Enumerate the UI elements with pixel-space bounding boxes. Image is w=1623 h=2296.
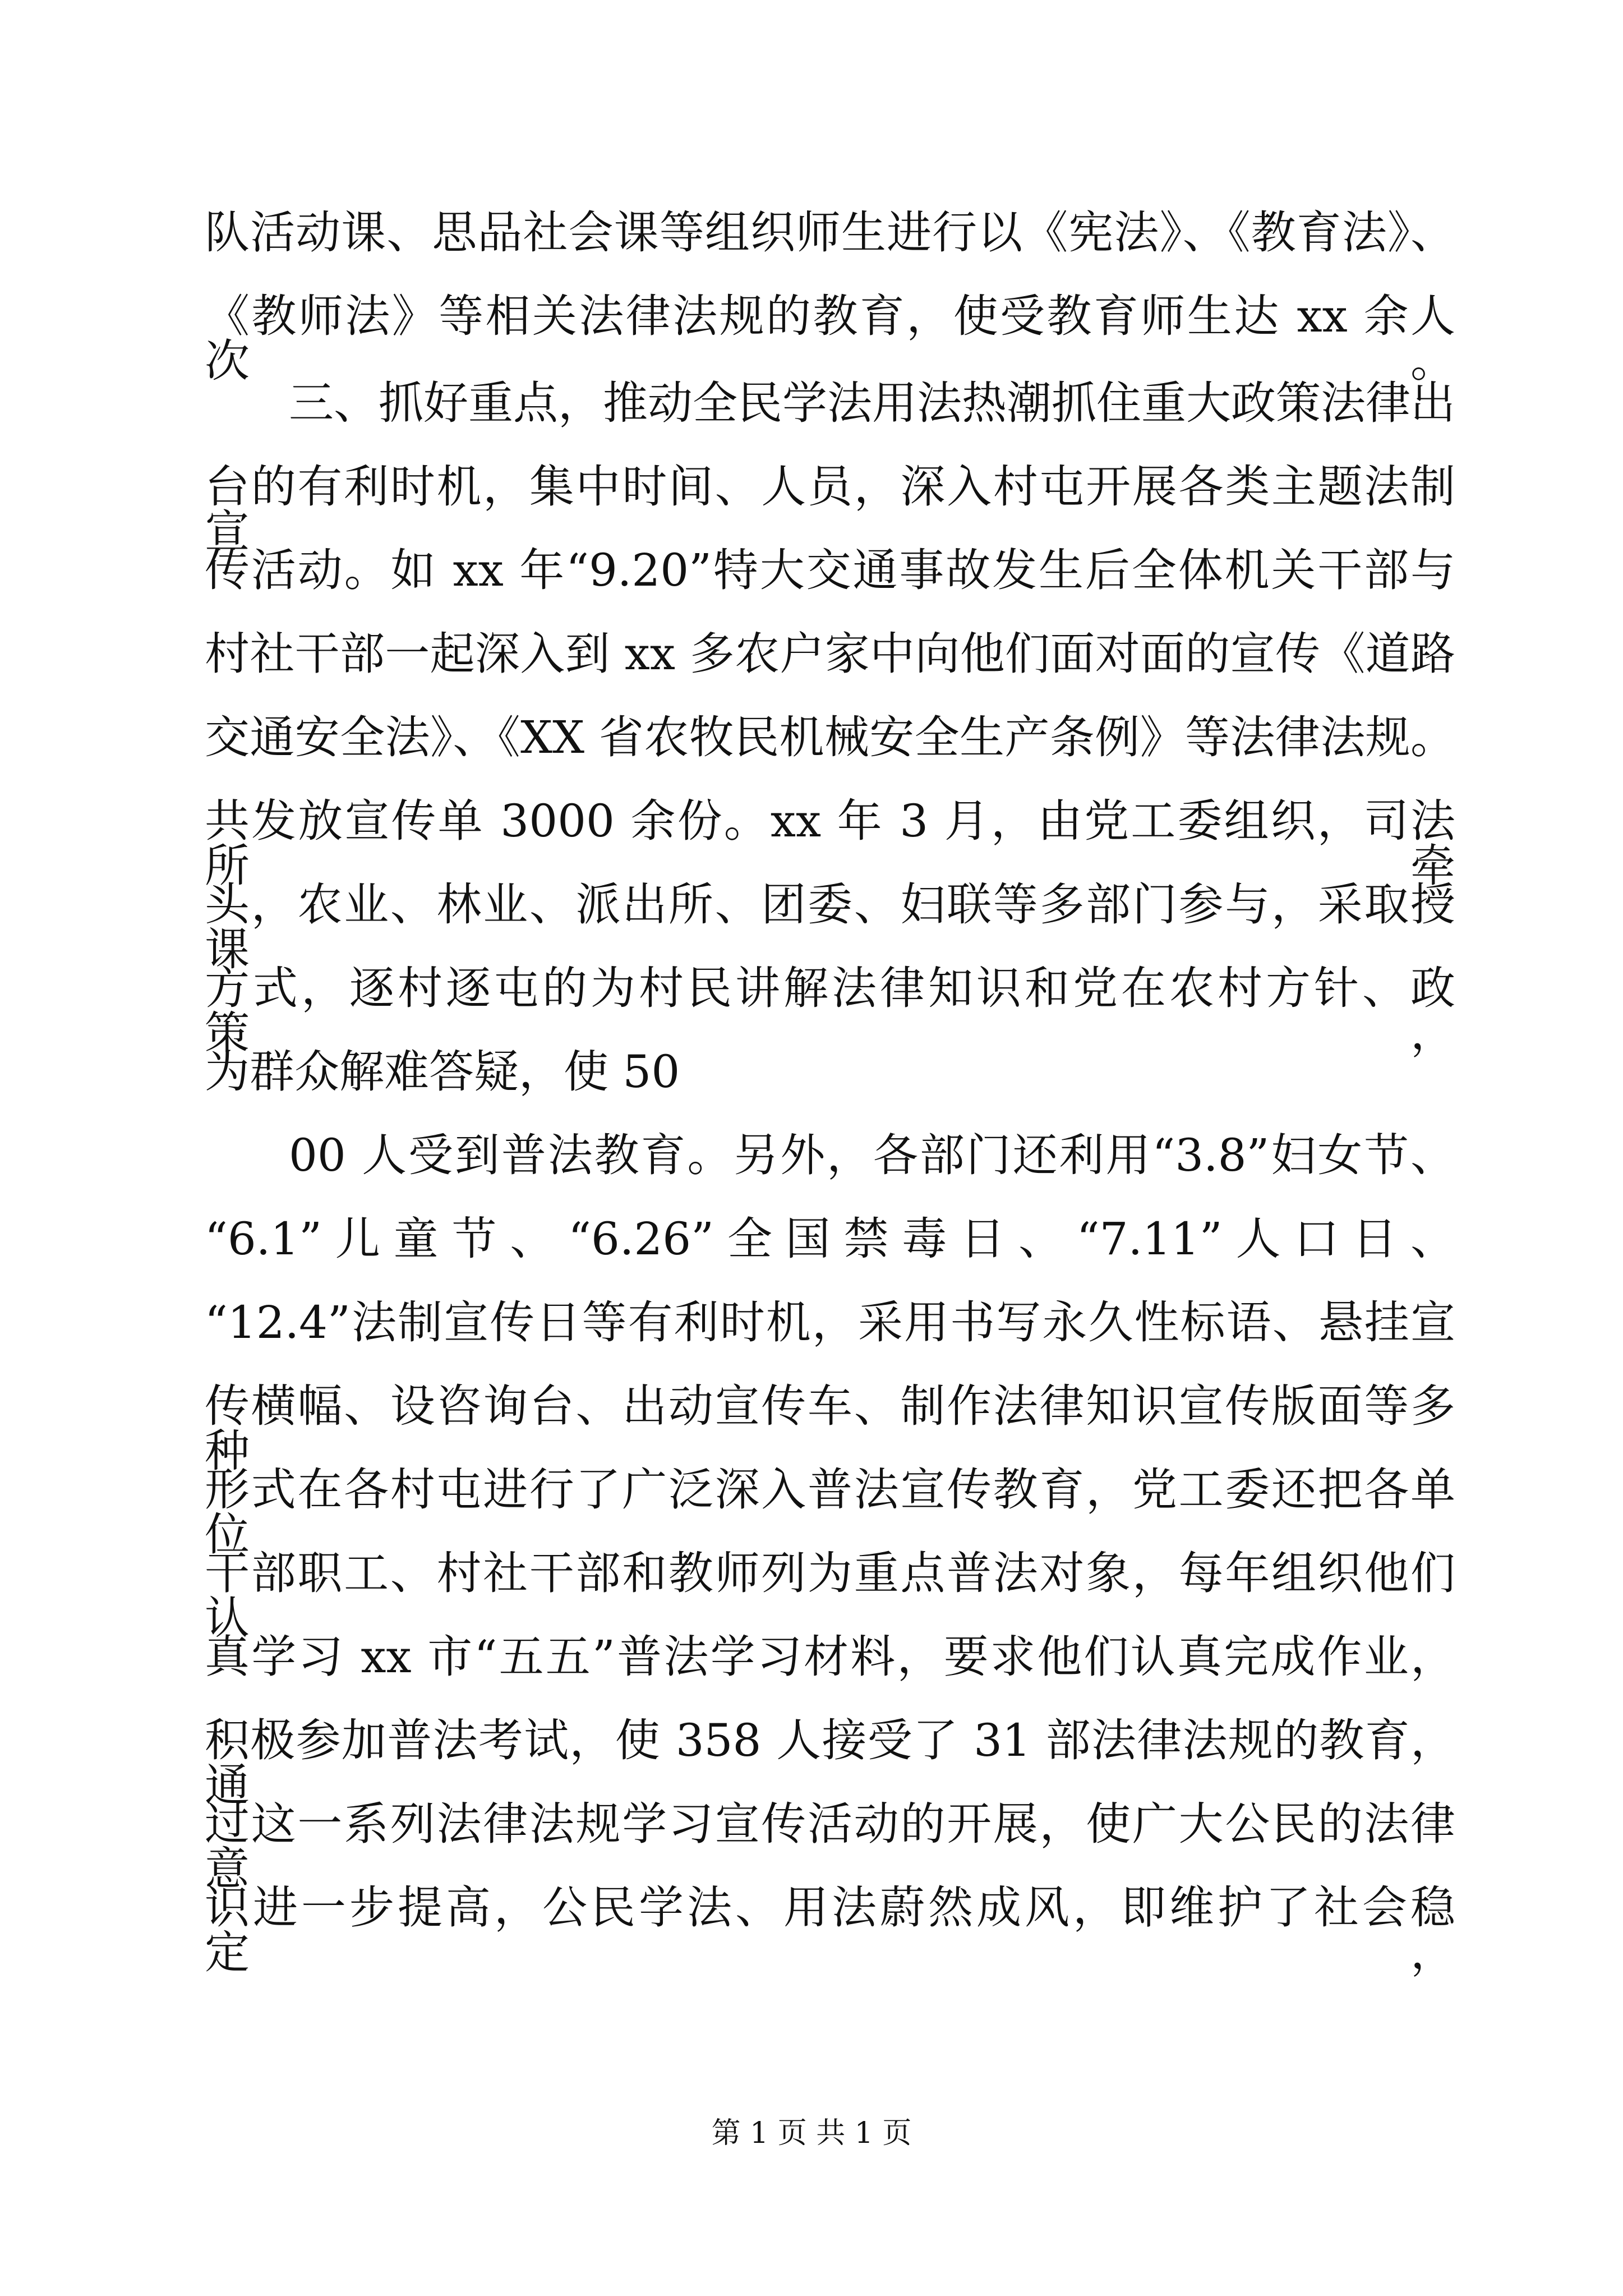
text-line-20: 过这一系列法律法规学习宣传活动的开展，使广大公民的法律意 <box>205 1798 1455 1895</box>
text-line-7: 交通安全法》、《XX 省农牧民机械安全生产条例》等法律法规。 <box>205 711 1455 763</box>
page-footer: 第 1 页 共 1 页 <box>711 2116 912 2150</box>
text-line-9: 头，农业、林业、派出所、团委、妇联等多部门参与，采取授课 <box>205 878 1455 976</box>
text-line-17: 干部职工、村社干部和教师列为重点普法对象，每年组织他们认 <box>205 1547 1455 1644</box>
text-line-18: 真学习 xx 市“五五”普法学习材料，要求他们认真完成作业， <box>205 1631 1455 1683</box>
text-line-14: “12.4”法制宣传日等有利时机，采用书写永久性标语、悬挂宣 <box>205 1296 1455 1349</box>
text-line-16: 形式在各村屯进行了广泛深入普法宣传教育，党工委还把各单位 <box>205 1464 1455 1561</box>
text-line-6: 村社干部一起深入到 xx 多农户家中向他们面对面的宣传《道路 <box>205 628 1455 680</box>
text-line-8: 共发放宣传单 3000 余份。xx 年 3 月，由党工委组织，司法所牵 <box>205 795 1455 892</box>
text-line-11: 为群众解难答疑，使 50 <box>205 1046 680 1098</box>
text-line-13: “6.1”儿童节、“6.26”全国禁毒日、“7.11”人口日、 <box>205 1213 1455 1265</box>
text-line-21: 识进一步提高，公民学法、用法蔚然成风，即维护了社会稳定， <box>205 1881 1455 1978</box>
text-line-5: 传活动。如 xx 年“9.20”特大交通事故发生后全体机关干部与 <box>205 544 1455 596</box>
text-line-19: 积极参加普法考试，使 358 人接受了 31 部法律法规的教育，通 <box>205 1714 1455 1811</box>
text-line-1: 队活动课、思品社会课等组织师生进行以《宪法》、《教育法》、 <box>205 206 1455 259</box>
text-line-3: 三、抓好重点，推动全民学法用法热潮抓住重大政策法律出 <box>289 377 1455 429</box>
text-line-12: 00 人受到普法教育。另外，各部门还利用“3.8”妇女节、 <box>289 1129 1455 1181</box>
text-line-2: 《教师法》等相关法律法规的教育，使受教育师生达 xx 余人次。 <box>205 290 1455 387</box>
text-line-15: 传横幅、设咨询台、出动宣传车、制作法律知识宣传版面等多种 <box>205 1380 1455 1477</box>
text-line-4: 台的有利时机，集中时间、人员，深入村屯开展各类主题法制宣 <box>205 461 1455 558</box>
text-line-10: 方式，逐村逐屯的为村民讲解法律知识和党在农村方针、政策， <box>205 962 1455 1059</box>
